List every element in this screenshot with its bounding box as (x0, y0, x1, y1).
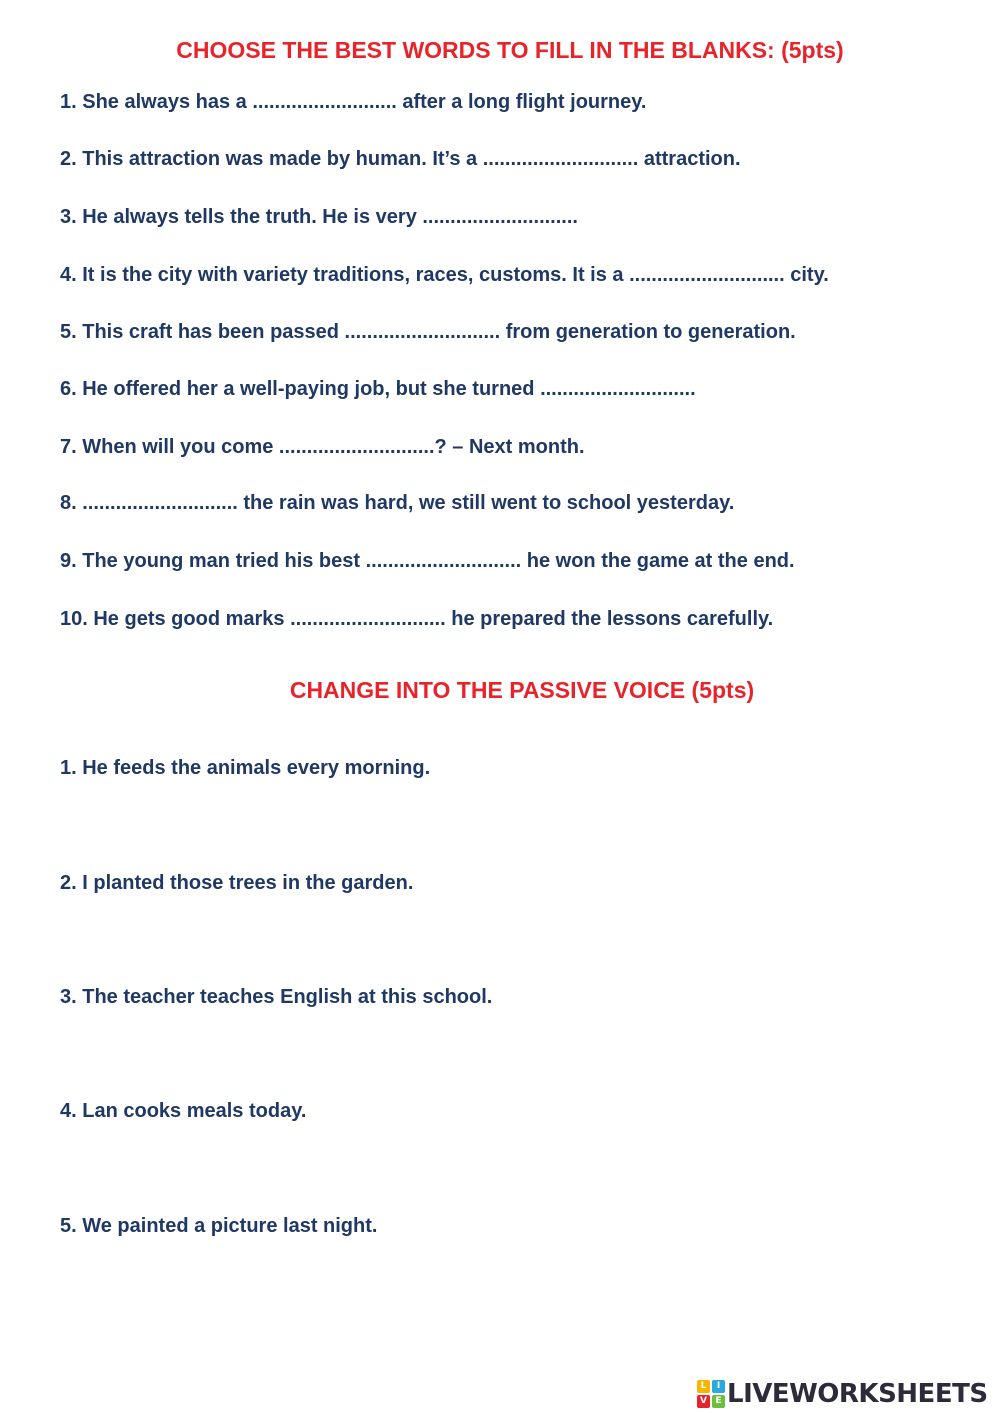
fill-blank-question-3: 3. He always tells the truth. He is very ............................ (60, 206, 578, 228)
fill-blank-question-6: 6. He offered her a well-paying job, but she turned ............................ (60, 378, 696, 400)
section-2-title: CHANGE INTO THE PASSIVE VOICE (5pts) (289, 677, 755, 703)
passive-question-5: 5. We painted a picture last night. (60, 1215, 378, 1237)
brand-name: LIVEWORKSHEETS (727, 1379, 988, 1409)
fill-blank-question-4: 4. It is the city with variety traditions, races, customs. It is a ............................ city. (60, 264, 829, 286)
logo-letter-e: E (712, 1395, 725, 1408)
logo-letter-l: L (697, 1380, 710, 1393)
fill-blank-question-9: 9. The young man tried his best ............................ he won the game at the end. (60, 550, 795, 572)
fill-blank-question-1: 1. She always has a .......................... after a long flight journey. (60, 91, 647, 113)
fill-blank-question-10: 10. He gets good marks ............................ he prepared the lessons carefully. (60, 608, 774, 630)
fill-blank-question-5: 5. This craft has been passed ............................ from generation to generation. (60, 321, 796, 343)
passive-question-4: 4. Lan cooks meals today. (60, 1100, 307, 1122)
logo-letter-i: I (712, 1380, 725, 1393)
logo-letter-v: V (697, 1395, 710, 1408)
fill-blank-question-7: 7. When will you come ............................? – Next month. (60, 436, 585, 458)
passive-question-1: 1. He feeds the animals every morning. (60, 757, 431, 779)
fill-blank-question-2: 2. This attraction was made by human. It’s a ............................ attraction. (60, 148, 741, 170)
passive-question-3: 3. The teacher teaches English at this school. (60, 986, 493, 1008)
fill-blank-question-8: 8. ............................ the rain was hard, we still went to school yesterday. (60, 492, 735, 514)
liveworksheets-logo-icon (697, 1380, 725, 1408)
passive-question-2: 2. I planted those trees in the garden. (60, 872, 414, 894)
section-1-title: CHOOSE THE BEST WORDS TO FILL IN THE BLANKS: (5pts) (176, 37, 844, 63)
liveworksheets-logo (697, 1377, 988, 1411)
